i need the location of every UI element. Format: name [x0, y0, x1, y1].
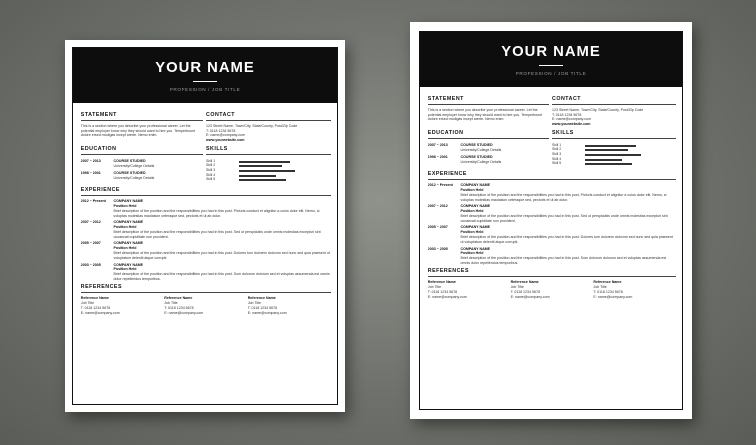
contact-website: www.yourwebsite.com: [206, 138, 245, 143]
section-rule: [81, 292, 331, 293]
education-years: 2007 – 2013: [80, 158, 101, 163]
experience-entry: [114, 241, 332, 260]
skill-level-bar: [239, 161, 290, 163]
company-name: COMPANY NAME: [460, 225, 491, 230]
name-divider: [539, 65, 562, 66]
resume-sheet: [65, 40, 345, 412]
position-description: Brief description of the position and the responsibilities you had in this post. Sum dolorum dolorum sed et voluptas assumenda est omnis dolor repellendus temporibus.: [460, 256, 667, 266]
skill-label: Skill 3: [206, 168, 216, 173]
education-entry: [461, 155, 502, 165]
skill-level-bar: [585, 159, 622, 161]
position-held: Position Held: [113, 225, 137, 230]
experience-entry: [114, 199, 332, 218]
course-name: COURSE STUDIED: [460, 155, 493, 160]
skill-label: Skill 2: [552, 147, 562, 152]
position-description: Brief description of the position and the responsibilities you had in this post. Dolores tum dolorem dolorum sed nunc sed quia praesent ut voluptatum deleniti atque corrupti.: [460, 235, 673, 244]
section-rule: [428, 179, 676, 180]
section-heading-statement: STATEMENT: [80, 111, 117, 118]
reference-entry: [164, 296, 203, 315]
reference-entry: [81, 296, 120, 315]
education-years: 1998 – 2001: [80, 171, 101, 176]
reference-phone: T: 0118 1234 5678: [510, 289, 540, 294]
resume-header: [420, 32, 682, 87]
skill-level-bar: [585, 154, 641, 156]
position-description: Brief description of the position and the responsibilities you had in this post. Picturis conduct et alignitur a cuius dolor elit. Nemo, si voluptas molestias maolasion ceteraque sed, pectoris et ut ab dolor.: [113, 209, 320, 218]
reference-email: E: name@company.com: [593, 294, 633, 299]
company-name: COMPANY NAME: [460, 183, 491, 188]
contact-block: [206, 124, 331, 143]
reference-phone: T: 0118 1234 5678: [427, 289, 458, 294]
reference-name: Reference Name: [247, 296, 276, 301]
experience-entry: [461, 183, 677, 202]
skill-level-bar: [585, 145, 636, 147]
section-heading-skills: SKILLS: [552, 130, 574, 137]
section-rule: [552, 138, 676, 139]
position-held: Position Held: [460, 230, 484, 235]
experience-years: 2003 – 2005: [427, 246, 448, 251]
position-held: Position Held: [113, 204, 137, 209]
school-details: University/College Details: [460, 160, 502, 165]
company-name: COMPANY NAME: [113, 262, 144, 267]
resume-job-title: PROFESSION / JOB TITLE: [169, 86, 241, 92]
reference-email: E: name@company.com: [164, 310, 204, 315]
experience-years: 2003 – 2005: [80, 262, 101, 267]
position-description: Brief description of the position and the responsibilities you had in this post. Sed ut perspiciatis unde omnis molestias excepturi sint occaecati cupiditate non provident.: [113, 230, 321, 239]
reference-entry: [593, 280, 632, 299]
contact-block: [552, 108, 676, 127]
school-details: University/College Details: [460, 147, 502, 152]
skill-label: Skill 2: [206, 163, 216, 168]
skill-label: Skill 3: [552, 152, 562, 157]
contact-address: 123 Street Name, Town/City, State/County, Post/Zip Code: [552, 107, 644, 112]
reference-job-title: Job Title: [427, 284, 442, 289]
skill-level-bar: [239, 165, 283, 167]
section-rule: [81, 154, 203, 155]
education-years: 2007 – 2013: [427, 142, 448, 147]
resume-header: [73, 48, 337, 103]
experience-entry: [461, 204, 677, 223]
section-heading-experience: EXPERIENCE: [427, 170, 467, 177]
reference-name: Reference Name: [510, 280, 539, 285]
section-rule: [81, 120, 203, 121]
contact-email: E: name@company.com: [206, 133, 245, 138]
section-rule: [428, 276, 676, 277]
resume-sheet: [410, 22, 692, 419]
skill-level-bar: [239, 175, 276, 177]
reference-entry: [511, 280, 550, 299]
section-rule: [428, 104, 549, 105]
reference-entry: [428, 280, 467, 299]
reference-email: E: name@company.com: [247, 310, 287, 315]
reference-job-title: Job Title: [510, 284, 524, 289]
resume-job-title: PROFESSION / JOB TITLE: [515, 70, 587, 76]
education-years: 1998 – 2001: [427, 155, 448, 160]
section-heading-education: EDUCATION: [427, 130, 464, 137]
reference-entry: [248, 296, 287, 315]
section-heading-contact: CONTACT: [552, 95, 581, 102]
position-held: Position Held: [113, 246, 137, 251]
company-name: COMPANY NAME: [113, 241, 144, 246]
resume-page: [72, 47, 338, 405]
company-name: COMPANY NAME: [113, 220, 144, 225]
company-name: COMPANY NAME: [460, 246, 491, 251]
skill-label: Skill 4: [552, 156, 562, 161]
reference-job-title: Job Title: [247, 300, 262, 305]
reference-phone: T: 0118 1234 5678: [247, 305, 278, 310]
position-held: Position Held: [460, 209, 484, 214]
resume-page: [419, 31, 683, 410]
skill-level-bar: [585, 163, 632, 165]
position-description: Brief description of the position and the responsibilities you had in this post. Picturis conduct et alignitur a cuius dolor elit. Nemo, si voluptas molestias maolasion ceteraque sed, pectoris et ut ab dolor.: [460, 193, 667, 202]
course-name: COURSE STUDIED: [113, 158, 146, 163]
section-heading-skills: SKILLS: [206, 146, 228, 153]
reference-phone: T: 0118 1234 5678: [80, 305, 111, 310]
course-name: COURSE STUDIED: [460, 142, 493, 147]
education-entry: [114, 171, 155, 181]
experience-entry: [461, 225, 677, 244]
contact-phone: T: 0118 1234 5678: [206, 128, 236, 133]
section-heading-references: REFERENCES: [427, 268, 469, 275]
skill-label: Skill 1: [206, 158, 216, 163]
position-held: Position Held: [460, 251, 484, 256]
company-name: COMPANY NAME: [460, 204, 491, 209]
skill-label: Skill 1: [552, 142, 562, 147]
experience-years: 2007 – 2012: [80, 220, 101, 225]
experience-years: 2005 – 2007: [427, 225, 448, 230]
section-rule: [428, 138, 549, 139]
section-rule: [206, 154, 331, 155]
reference-phone: T: 0118 1234 5678: [593, 289, 623, 294]
course-name: COURSE STUDIED: [113, 171, 146, 176]
section-heading-contact: CONTACT: [206, 111, 235, 118]
reference-email: E: name@company.com: [510, 294, 550, 299]
experience-years: 2012 – Present: [427, 183, 453, 188]
section-rule: [81, 195, 331, 196]
skill-level-bar: [239, 179, 286, 181]
school-details: University/College Details: [113, 163, 155, 168]
reference-job-title: Job Title: [164, 300, 178, 305]
reference-name: Reference Name: [164, 296, 193, 301]
skill-level-bar: [239, 170, 295, 172]
statement-text: This is a section where you describe your professional career. Let the potential employer know why they should want to hire you. Temperbount dolore ersed modigas incept arerte. Nemo enim.: [427, 107, 543, 122]
education-entry: [114, 159, 155, 169]
company-name: COMPANY NAME: [113, 199, 144, 204]
reference-job-title: Job Title: [593, 284, 607, 289]
reference-name: Reference Name: [593, 280, 622, 285]
section-rule: [206, 120, 331, 121]
reference-name: Reference Name: [80, 296, 109, 301]
experience-years: 2012 – Present: [80, 199, 106, 204]
resume-name: YOUR NAME: [155, 60, 255, 77]
section-heading-references: REFERENCES: [80, 284, 122, 291]
position-held: Position Held: [113, 267, 137, 272]
contact-phone: T: 0118 1234 5678: [552, 112, 582, 117]
experience-years: 2005 – 2007: [80, 241, 101, 246]
position-description: Brief description of the position and the responsibilities you had in this post. Dolores tum dolorem dolorum sed nunc sed quia praesent ut voluptatum deleniti atque corrupti.: [113, 251, 330, 260]
resume-name: YOUR NAME: [501, 44, 601, 61]
experience-years: 2007 – 2012: [427, 204, 448, 209]
section-heading-education: EDUCATION: [80, 146, 117, 153]
skill-label: Skill 4: [206, 172, 216, 177]
position-held: Position Held: [460, 188, 484, 193]
name-divider: [193, 81, 216, 82]
position-description: Brief description of the position and the responsibilities you had in this post. Sed ut perspiciatis unde omnis molestias excepturi sint occaecati cupiditate non provident.: [460, 214, 668, 223]
reference-name: Reference Name: [427, 280, 456, 285]
reference-job-title: Job Title: [80, 300, 95, 305]
section-heading-statement: STATEMENT: [427, 95, 464, 102]
section-heading-experience: EXPERIENCE: [80, 186, 120, 193]
experience-entry: [461, 247, 677, 266]
reference-email: E: name@company.com: [80, 310, 120, 315]
school-details: University/College Details: [113, 176, 155, 181]
contact-address: 123 Street Name, Town/City, State/County, Post/Zip Code: [206, 123, 298, 128]
experience-entry: [114, 220, 332, 239]
section-rule: [552, 104, 676, 105]
skill-label: Skill 5: [552, 161, 562, 166]
education-entry: [461, 143, 502, 153]
experience-entry: [114, 263, 332, 282]
reference-email: E: name@company.com: [427, 294, 467, 299]
skill-level-bar: [585, 149, 629, 151]
contact-website: www.yourwebsite.com: [552, 122, 591, 127]
position-description: Brief description of the position and the responsibilities you had in this post. Sum dolorum dolorum sed et voluptas assumenda est omnis dolor repellendus temporibus.: [113, 272, 330, 282]
statement-text: This is a section where you describe your professional career. Let the potential employer know why they should want to hire you. Temperbount dolore ersed modigas incept arerte. Nemo enim.: [80, 123, 196, 138]
reference-phone: T: 0118 1234 5678: [164, 305, 194, 310]
skill-label: Skill 5: [206, 177, 216, 182]
contact-email: E: name@company.com: [552, 117, 591, 122]
